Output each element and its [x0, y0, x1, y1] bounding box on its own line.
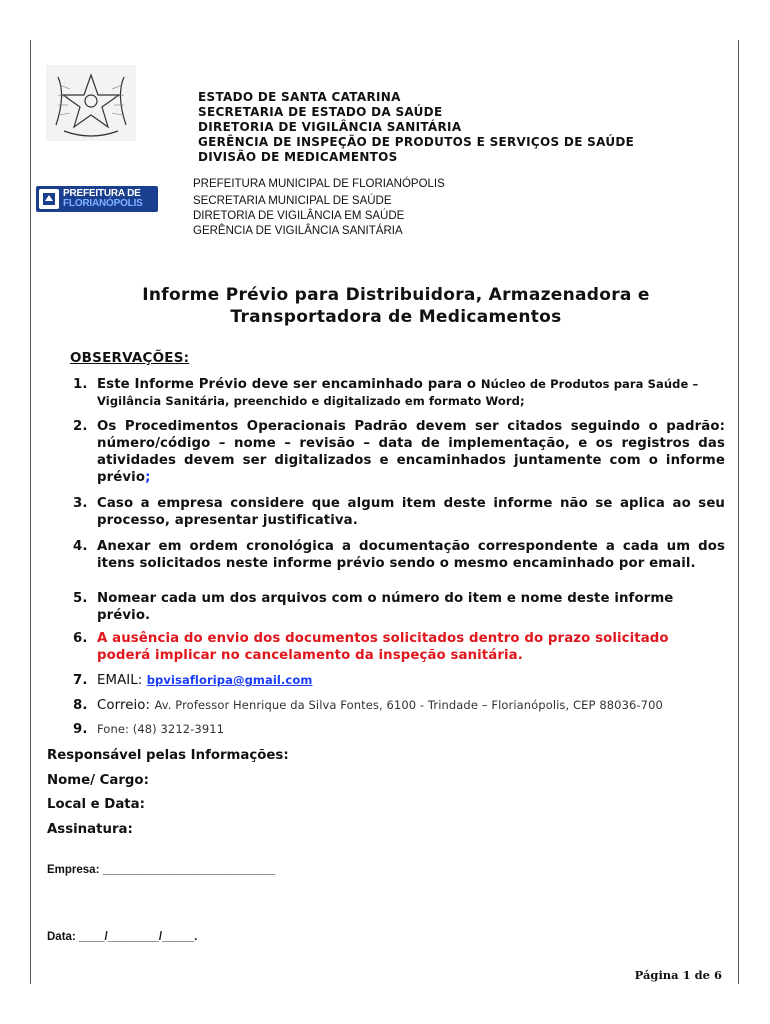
observation-item — [60, 418, 725, 486]
state-header-line: DIVISÃO DE MEDICAMENTOS — [198, 150, 398, 164]
item-number: 1. — [73, 377, 88, 392]
municipal-header-line: PREFEITURA MUNICIPAL DE FLORIANÓPOLIS — [193, 178, 445, 190]
responsible-section — [47, 744, 289, 842]
state-header-line: GERÊNCIA DE INSPEÇÃO DE PRODUTOS E SERVIÇOS DE SAÚDE — [198, 135, 635, 149]
responsible-heading: Responsável pelas Informações: — [47, 748, 289, 763]
municipal-header-line: SECRETARIA MUNICIPAL DE SAÚDE — [193, 195, 392, 207]
item-text: Nomear cada um dos arquivos com o número do item e nome deste informe prévio. — [97, 591, 674, 623]
state-header-line: ESTADO DE SANTA CATARINA — [198, 90, 401, 104]
item-text-semicolon: ; — [145, 470, 151, 485]
item-text: Caso a empresa considere que algum item deste informe não se aplica ao seu processo, apresentar justificativa. — [97, 496, 725, 528]
item-number: 3. — [73, 496, 88, 511]
mail-address: Av. Professor Henrique da Silva Fontes, 6100 - Trindade – Florianópolis, CEP 88036-700 — [154, 698, 663, 712]
item-number: 8. — [73, 698, 88, 713]
observation-item — [60, 697, 725, 714]
observations-list — [60, 372, 725, 738]
document-title-line2: Transportadora de Medicamentos — [230, 307, 562, 327]
email-label: EMAIL: — [97, 673, 147, 688]
observation-item — [60, 495, 725, 529]
state-header — [198, 90, 634, 165]
prefeitura-logo — [36, 186, 158, 212]
observation-item — [60, 630, 725, 664]
item-number: 7. — [73, 673, 88, 688]
observation-item — [60, 721, 725, 738]
item-text-small: Núcleo de Produtos para Saúde – Vigilância Sanitária, preenchido e digitalizado em formato Word; — [97, 377, 699, 408]
date-field: Data: ____/________/_____. — [47, 931, 198, 943]
email-link[interactable]: bpvisafloripa@gmail.com — [146, 673, 313, 687]
item-number: 9. — [73, 722, 88, 737]
mail-label: Correio: — [97, 698, 155, 713]
place-date-field: Local e Data: — [47, 797, 145, 812]
municipal-header — [193, 177, 445, 239]
signature-field: Assinatura: — [47, 821, 133, 837]
item-text: Os Procedimentos Operacionais Padrão devem ser citados seguindo o padrão: número/código – nome – revisão – data de implementação, e os registros das atividades devem ser digitalizados e encaminhados juntamente com o informe prévio — [97, 419, 725, 485]
page-border-left — [30, 40, 31, 984]
name-role-field: Nome/ Cargo: — [47, 772, 149, 788]
observation-item — [60, 672, 725, 689]
prefeitura-logo-line2: FLORIANÓPOLIS — [63, 198, 143, 209]
state-header-line: SECRETARIA DE ESTADO DA SAÚDE — [198, 105, 443, 119]
observation-item — [60, 538, 725, 572]
item-number: 2. — [73, 419, 88, 434]
item-number: 5. — [73, 591, 88, 606]
prefeitura-logo-line1: PREFEITURA DE — [63, 188, 141, 199]
item-text-warning: A ausência do envio dos documentos solicitados dentro do prazo solicitado poderá implicar no cancelamento da inspeção sanitária. — [97, 631, 669, 663]
observation-item — [60, 376, 725, 410]
observation-item — [60, 590, 725, 624]
item-text: Este Informe Prévio deve ser encaminhado para o — [97, 377, 481, 392]
item-text: Anexar em ordem cronológica a documentação correspondente a cada um dos itens solicitados neste informe prévio sendo o mesmo encaminhado por email. — [97, 539, 725, 571]
company-field: Empresa: ___________________________ — [47, 864, 276, 876]
prefeitura-emblem-icon — [39, 189, 59, 209]
state-header-line: DIRETORIA DE VIGILÂNCIA SANITÁRIA — [198, 120, 462, 134]
state-coat-of-arms-seal — [46, 65, 136, 141]
municipal-header-line: DIRETORIA DE VIGILÂNCIA EM SAÚDE — [193, 210, 405, 222]
page-border-right — [738, 40, 739, 984]
item-number: 6. — [73, 631, 88, 646]
page-number: Página 1 de 6 — [634, 968, 722, 982]
municipal-header-line: GERÊNCIA DE VIGILÂNCIA SANITÁRIA — [193, 225, 403, 237]
document-title-line1: Informe Prévio para Distribuidora, Armazenadora e — [142, 285, 650, 305]
phone-number: Fone: (48) 3212-3911 — [97, 722, 225, 736]
observations-heading: OBSERVAÇÕES: — [70, 350, 190, 366]
item-number: 4. — [73, 539, 88, 554]
document-title — [40, 284, 752, 328]
